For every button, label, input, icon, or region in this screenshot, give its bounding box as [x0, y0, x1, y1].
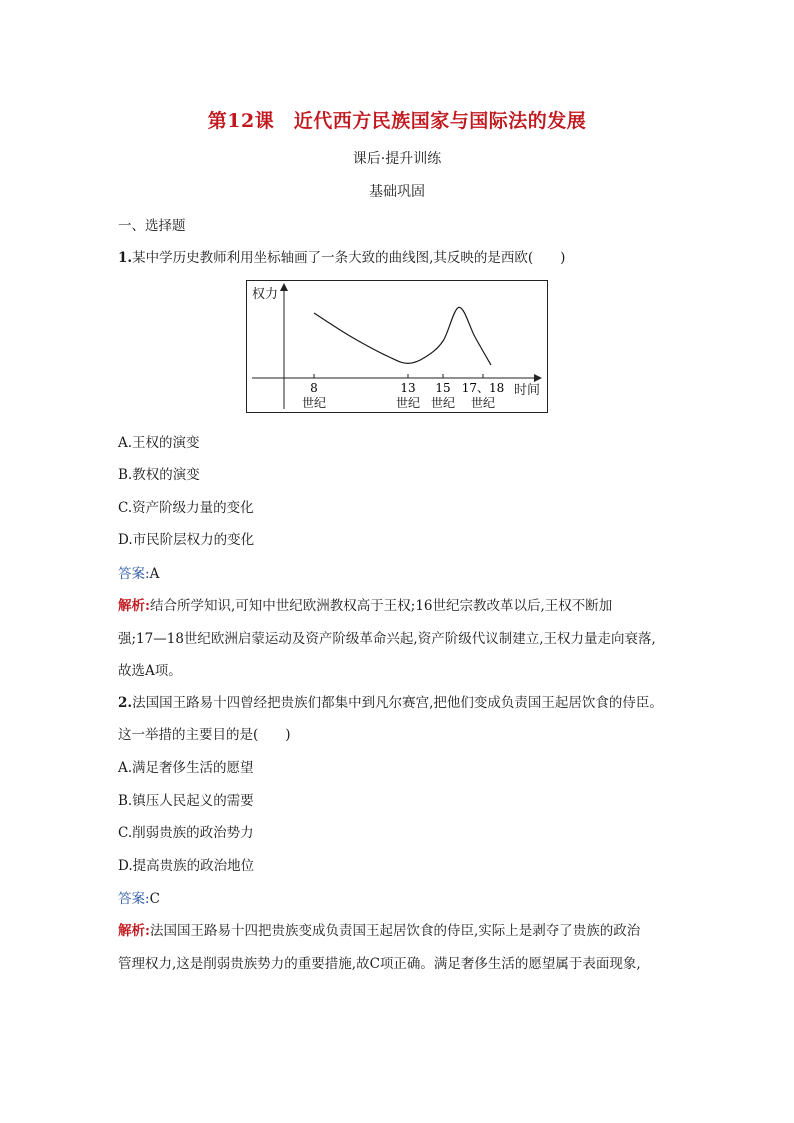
x-axis-label: 时间 — [514, 383, 541, 398]
x-tick-unit: 世纪 — [301, 396, 327, 410]
x-tick-label: 8 — [310, 381, 318, 395]
answer-label: 答案: — [118, 891, 150, 907]
part-heading: 一、选择题 — [118, 218, 186, 234]
option-a: A.王权的演变 — [118, 435, 200, 451]
power-curve-chart — [246, 280, 548, 413]
option-a: A.满足奢侈生活的愿望 — [118, 760, 254, 776]
chart-svg — [247, 281, 547, 412]
x-tick-label: 15 — [435, 381, 451, 395]
analysis-line: 强;17—18世纪欧洲启蒙运动及资产阶级革命兴起,资产阶级代议制建立,王权力量走向衰落, — [118, 631, 656, 647]
y-axis-label: 权力 — [252, 287, 279, 302]
analysis-line — [118, 594, 612, 614]
question-2-stem — [118, 691, 663, 711]
answer-line — [118, 562, 159, 582]
x-tick-label: 13 — [400, 381, 416, 395]
option-b: B.教权的演变 — [118, 467, 200, 483]
analysis-line — [118, 919, 640, 939]
x-tick-unit: 世纪 — [395, 396, 421, 410]
analysis-text: 结合所学知识,可知中世纪欧洲教权高于王权;16世纪宗教改革以后,王权不断加 — [149, 598, 613, 614]
x-tick-unit: 世纪 — [470, 396, 496, 410]
question-text: 某中学历史教师利用坐标轴画了一条大致的曲线图,其反映的是西欧( ) — [132, 250, 566, 266]
answer-label: 答案: — [118, 566, 150, 582]
section-heading: 基础巩固 — [369, 184, 425, 200]
subtitle: 课后·提升训练 — [352, 151, 442, 167]
analysis-line: 管理权力,这是削弱贵族势力的重要措施,故C项正确。满足奢侈生活的愿望属于表面现象, — [118, 956, 641, 972]
analysis-text: 法国国王路易十四把贵族变成负责国王起居饮食的侍臣,实际上是剥夺了贵族的政治 — [149, 923, 641, 939]
answer-value: A — [149, 566, 160, 582]
option-d: D.提高贵族的政治地位 — [118, 858, 255, 874]
page-title: 第12课 近代西方民族国家与国际法的发展 — [207, 110, 587, 132]
option-b: B.镇压人民起义的需要 — [118, 793, 254, 809]
analysis-line: 故选A项。 — [118, 663, 182, 679]
option-d: D.市民阶层权力的变化 — [118, 532, 255, 548]
power-curve — [314, 307, 491, 365]
analysis-label: 解析: — [118, 598, 150, 614]
x-tick-unit: 世纪 — [430, 396, 456, 410]
x-tick-label: 17、18 — [461, 381, 505, 395]
option-c: C.削弱贵族的政治势力 — [118, 825, 254, 841]
question-2-stem-cont: 这一举措的主要目的是( ) — [118, 727, 291, 743]
question-1-stem — [118, 246, 565, 266]
question-text: 法国国王路易十四曾经把贵族们都集中到凡尔赛宫,把他们变成负责国王起居饮食的侍臣。 — [132, 695, 663, 711]
question-number: 1. — [118, 250, 133, 266]
question-number: 2. — [118, 695, 133, 711]
answer-line — [118, 887, 160, 907]
answer-value: C — [149, 891, 160, 907]
option-c: C.资产阶级力量的变化 — [118, 500, 254, 516]
analysis-label: 解析: — [118, 923, 150, 939]
